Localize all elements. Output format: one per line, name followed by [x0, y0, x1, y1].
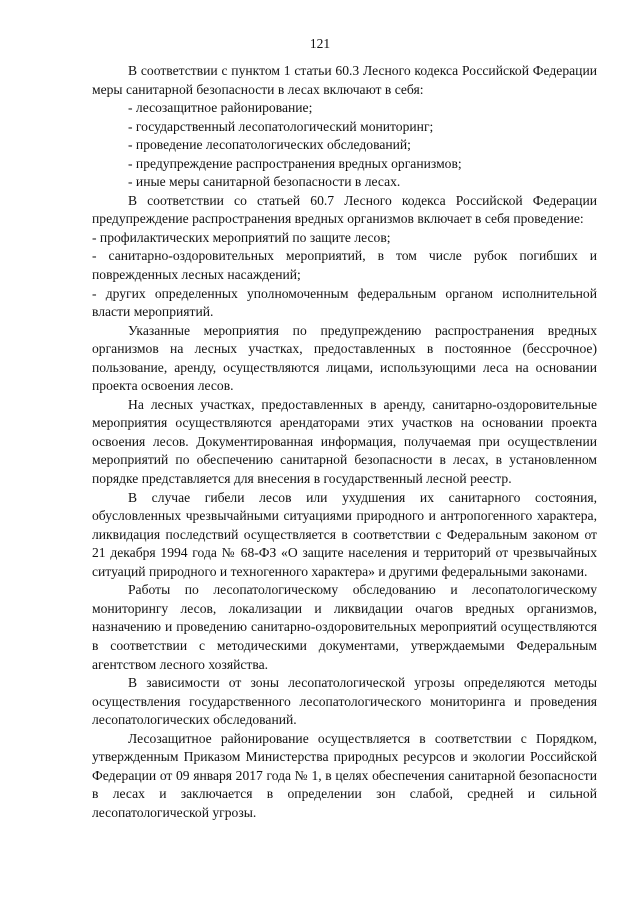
- list-item: - иные меры санитарной безопасности в лесах.: [128, 174, 401, 190]
- list-item: - профилактических мероприятий по защите лесов;: [92, 229, 391, 245]
- list-item: - государственный лесопатологический мониторинг;: [128, 118, 434, 134]
- paragraph: В соответствии со статьей 60.7 Лесного кодекса Российской Федерации предупреждение распространения вредных организмов включает в себя проведение:: [92, 192, 597, 227]
- paragraph: Указанные мероприятия по предупреждению распространения вредных организмов на лесных участках, предоставленных в постоянное (бессрочное) пользование, аренду, осуществляются лицами, использующими леса на основании проекта освоения лесов.: [92, 322, 597, 394]
- list-item: - проведение лесопатологических обследований;: [128, 137, 411, 153]
- list-item: - предупреждение распространения вредных организмов;: [128, 155, 462, 171]
- list-item: - санитарно-оздоровительных мероприятий, в том числе рубок погибших и поврежденных лесных насаждений;: [92, 248, 597, 283]
- document-body: [92, 62, 597, 822]
- paragraph: Работы по лесопатологическому обследованию и лесопатологическому мониторингу лесов, локализации и ликвидации очагов вредных организмов, назначению и проведению санитарно-оздоровительных мероприятий осуществляются в соответствии с методическими документами, утверждаемыми Федеральным агентством лесного хозяйства.: [92, 582, 597, 672]
- list-item: - лесозащитное районирование;: [128, 100, 313, 116]
- list-item: - других определенных уполномоченным федеральным органом исполнительной власти мероприятий.: [92, 285, 597, 320]
- page-number: 121: [309, 36, 331, 51]
- paragraph: В соответствии с пунктом 1 статьи 60.3 Лесного кодекса Российской Федерации меры санитарной безопасности в лесах включают в себя:: [92, 63, 597, 97]
- paragraph: В зависимости от зоны лесопатологической угрозы определяются методы осуществления государственного лесопатологического мониторинга и проведения лесопатологических обследований.: [92, 675, 597, 728]
- paragraph: На лесных участках, предоставленных в аренду, санитарно-оздоровительные мероприятия осуществляются арендаторами этих участков на основании проекта освоения лесов. Документированная информация, получаемая при осуществлении мероприятий по обеспечению санитарной безопасности в лесах, в установленном порядке представляется для внесения в государственный лесной реестр.: [92, 396, 597, 487]
- paragraph: В случае гибели лесов или ухудшения их санитарного состояния, обусловленных чрезвычайными ситуациями природного и антропогенного характера, ликвидация последствий осуществляется в соответствии с Федеральным законом от 21 декабря 1994 года № 68-ФЗ «О защите населения и территорий от чрезвычайных ситуаций природного и техногенного характера» и другими федеральными законами.: [92, 489, 597, 579]
- paragraph: Лесозащитное районирование осуществляется в соответствии с Порядком, утвержденным Приказом Министерства природных ресурсов и экологии Российской Федерации от 09 января 2017 года № 1, в целях обеспечения санитарной безопасности в лесах и заключается в определении зон слабой, средней и сильной лесопатологической угрозы.: [92, 730, 597, 820]
